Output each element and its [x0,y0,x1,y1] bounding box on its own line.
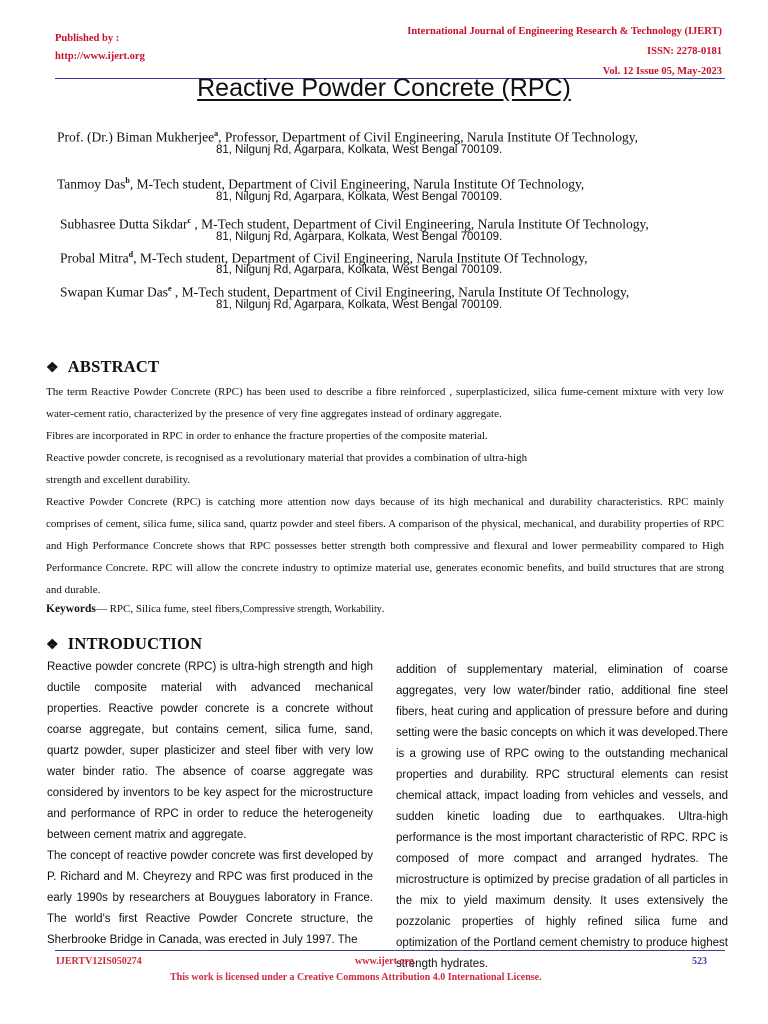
intro-left-column [47,657,373,951]
abstract-paragraph: strength and excellent durability. [46,474,191,486]
author-affiliation: , M-Tech student, Department of Civil Engineering, Narula Institute Of Technology, [133,250,588,266]
abstract-heading [46,357,159,377]
author-line-3 [60,213,649,233]
intro-paragraph: The concept of reactive powder concrete was first developed by P. Richard and M. Cheyrezy and RPC was first produced in the early 1990s by researchers at Bouygues laboratory in France. The world's first Reactive Powder Concrete structure, the Sherbrooke Bridge in Canada, was erected in July 1997. The [47,850,373,946]
diamond-bullet-icon: ❖ [46,361,59,376]
author-superscript: c [187,216,192,225]
author-line-1 [57,126,638,146]
introduction-heading-text: INTRODUCTION [67,634,203,653]
author-line-2 [57,173,584,193]
author-affiliation: , M-Tech student, Department of Civil Engineering, Narula Institute Of Technology, [191,216,649,232]
author-line-5 [60,281,629,301]
introduction-heading [46,634,202,654]
journal-name: International Journal of Engineering Research & Technology (IJERT) [407,26,722,37]
keywords-label: Keywords [46,603,96,615]
footer-license-link[interactable]: This work is licensed under a Creative Commons Attribution 4.0 International License. [170,972,542,983]
author-superscript: b [125,176,130,185]
paper-title: Reactive Powder Concrete (RPC) [197,74,571,102]
author-address-4: 81, Nilgunj Rd, Agarpara, Kolkata, West Bengal 700109. [216,264,503,276]
author-name: Subhasree Dutta Sikdar [60,216,188,232]
abstract-paragraph: Reactive Powder Concrete (RPC) is catching more attention now days because of its high mechanical and durability characteristics. RPC mainly comprises of cement, silica fume, silica sand, quartz powder and steel fibers. A comparison of the physical, mechanical, and durability properties of RPC and High Performance Concrete shows that RPC possesses better strength both compressive and flexural and lower permeability compared to High Performance Concrete. RPC will allow the concrete industry to optimize material use, generates economic benefits, and build structures that are strong and durable. [46,496,724,596]
footer-url-link[interactable]: www.ijert.org [355,956,414,967]
abstract-paragraph: Fibres are incorporated in RPC in order to enhance the fracture properties of the composite material. [46,430,488,442]
published-by-label: Published by : [55,33,120,44]
diamond-bullet-icon: ❖ [46,638,59,653]
publisher-block [55,30,145,66]
author-affiliation: , Professor, Department of Civil Engineering, Narula Institute Of Technology, [218,129,639,145]
author-name: Prof. (Dr.) Biman Mukherjee [57,129,215,145]
intro-paragraph: Reactive powder concrete (RPC) is ultra-high strength and high ductile composite material with advanced mechanical properties. Reactive powder concrete is a concrete without coarse aggregate, but contains cement, silica fume, sand, quartz powder, super plasticizer and steel fiber with very low water binder ratio. The absence of coarse aggregate was considered by inventors to be key aspect for the microstructure and performance of RPC in order to reduce the heterogeneity between cement matrix and aggregate. [47,661,373,841]
author-name: Tanmoy Das [57,176,126,192]
publisher-url-link[interactable]: http://www.ijert.org [55,51,145,62]
keywords-list: — RPC, Silica fume, steel fibers, [95,603,243,615]
footer-paper-id: IJERTV12IS050274 [56,956,142,967]
keywords-list-rest: Compressive strength, Workability [242,604,382,615]
abstract-body [46,381,724,601]
author-name: Swapan Kumar Das [60,284,168,300]
author-superscript: e [167,284,172,293]
abstract-heading-text: ABSTRACT [67,357,160,376]
intro-right-column [396,660,728,975]
author-address-3: 81, Nilgunj Rd, Agarpara, Kolkata, West Bengal 700109. [216,231,503,243]
journal-issn: ISSN: 2278-0181 [647,46,722,57]
intro-paragraph: addition of supplementary material, elimination of coarse aggregates, very low water/binder ratio, additional fine steel fibers, heat curing and application of pressure before and during setting were the basic concepts on which it was developed.There is a growing use of RPC owing to the outstanding mechanical properties and durability. RPC structural elements can resist chemical attack, impact loading from vehicles and vessels, and sudden kinetic loading due to earthquakes. Ultra-high performance is the most important characteristic of RPC. RPC is composed of more compact and arranged hydrates. The microstructure is optimized by precise gradation of all particles in the mix to yield maximum density. It uses extensively the pozzolanic properties of highly refined silica fume and optimization of the Portland cement chemistry to produce highest strength hydrates. [396,664,728,970]
author-superscript: d [128,250,134,259]
abstract-paragraph: The term Reactive Powder Concrete (RPC) has been used to describe a fibre reinforced , superplasticized, silica fume-cement mixture with very low water-cement ratio, characterized by the presence of very fine aggregates instead of ordinary aggregate. [46,386,724,420]
abstract-paragraph: Reactive powder concrete, is recognised as a revolutionary material that provides a combination of ultra-high [46,452,528,464]
author-address-2: 81, Nilgunj Rd, Agarpara, Kolkata, West Bengal 700109. [216,191,503,203]
footer-divider [55,950,725,951]
author-affiliation: , M-Tech student, Department of Civil Engineering, Narula Institute Of Technology, [129,176,585,192]
author-superscript: a [214,129,219,138]
author-address-5: 81, Nilgunj Rd, Agarpara, Kolkata, West Bengal 700109. [216,299,503,311]
footer-page-number: 523 [692,956,707,967]
journal-info [407,22,722,82]
author-affiliation: , M-Tech student, Department of Civil Engineering, Narula Institute Of Technology, [171,284,630,300]
author-name: Probal Mitra [60,250,129,266]
keywords-line [46,603,385,615]
journal-volume: Vol. 12 Issue 05, May-2023 [602,66,722,77]
keywords-end: . [381,603,385,615]
author-address-1: 81, Nilgunj Rd, Agarpara, Kolkata, West Bengal 700109. [216,144,503,156]
